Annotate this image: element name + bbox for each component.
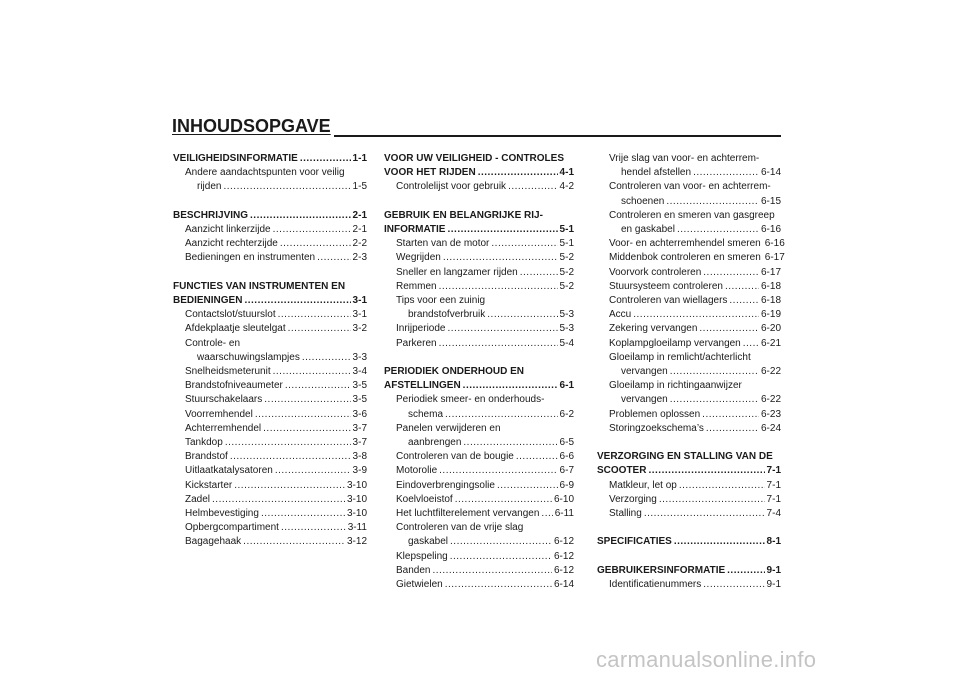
toc-entry-title: Banden: [396, 564, 431, 576]
toc-dot-leader: [693, 166, 759, 180]
toc-spacer: [597, 550, 781, 564]
toc-dot-leader: [243, 535, 345, 549]
toc-entry-title: VOOR HET RIJDEN: [384, 167, 476, 179]
toc-entry[interactable]: [173, 507, 367, 521]
toc-page-number: 6-23: [760, 408, 781, 420]
toc-entry-title: rijden: [197, 181, 222, 193]
toc-entry[interactable]: [597, 237, 785, 251]
toc-entry-title: Zadel: [185, 493, 211, 505]
toc-page-number: 5-1: [559, 238, 574, 250]
toc-entry[interactable]: [597, 195, 781, 209]
toc-entry[interactable]: [173, 180, 367, 194]
toc-page-number: 6-18: [760, 280, 781, 292]
toc-page-number: 9-1: [766, 564, 781, 576]
toc-entry[interactable]: [173, 408, 367, 422]
toc-entry[interactable]: [173, 479, 367, 493]
toc-entry-title: schoenen: [621, 195, 665, 207]
toc-dot-leader: [725, 280, 759, 294]
toc-page-number: 6-6: [559, 451, 574, 463]
toc-page-number: 6-20: [760, 323, 781, 335]
toc-entry[interactable]: [173, 535, 367, 549]
toc-entry-title: Achterremhendel: [185, 422, 262, 434]
toc-dot-leader: [230, 450, 351, 464]
toc-column-2: [384, 152, 574, 592]
toc-entry-heading: Controleren van voor- en achterrem-: [609, 181, 771, 193]
toc-entry-title: Problemen oplossen: [609, 408, 701, 420]
toc-dot-leader: [445, 408, 558, 422]
toc-dot-leader: [244, 294, 350, 308]
toc-page-number: 3-9: [352, 465, 367, 477]
toc-entry-title: Inrijperiode: [396, 323, 446, 335]
toc-dot-leader: [644, 507, 765, 521]
toc-dot-leader: [317, 251, 350, 265]
toc-entry[interactable]: [384, 308, 574, 322]
toc-dot-leader: [497, 479, 558, 493]
toc-entry-title: SCOOTER: [597, 465, 647, 477]
toc-entry-heading: Andere aandachtspunten voor veilig: [185, 167, 345, 179]
toc-dot-leader: [447, 223, 557, 237]
toc-entry[interactable]: [597, 280, 781, 294]
toc-entry-title: Eindoverbrengingsolie: [396, 479, 495, 491]
toc-dot-leader: [699, 322, 759, 336]
toc-page-number: 3-7: [352, 422, 367, 434]
toc-dot-leader: [450, 550, 552, 564]
toc-page-number: 3-10: [346, 479, 367, 491]
toc-page-number: 5-2: [559, 252, 574, 264]
toc-dot-leader: [302, 351, 351, 365]
toc-page-number: 4-1: [559, 167, 574, 179]
toc-page-number: 6-11: [554, 508, 574, 520]
toc-entry-title: GEBRUIKERSINFORMATIE: [597, 564, 726, 576]
toc-dot-leader: [633, 308, 759, 322]
toc-dot-leader: [520, 266, 558, 280]
toc-page-number: 6-12: [553, 564, 574, 576]
page-title: INHOUDSOPGAVE: [172, 116, 331, 136]
toc-entry[interactable]: [173, 436, 367, 450]
toc-page-number: 1-5: [352, 181, 367, 193]
toc-page-number: 2-1: [352, 209, 367, 221]
toc-entry-title: aanbrengen: [408, 437, 462, 449]
toc-page-number: 3-11: [347, 522, 367, 534]
toc-page-number: 3-1: [352, 295, 367, 306]
toc-dot-leader: [703, 266, 759, 280]
toc-page-number: 6-22: [760, 366, 781, 378]
toc-entry-title: Koelvloeistof: [396, 493, 453, 505]
toc-dot-leader: [255, 408, 351, 422]
toc-chapter-heading: FUNCTIES VAN INSTRUMENTEN EN: [173, 280, 346, 292]
toc-page-number: 6-24: [760, 422, 781, 434]
toc-entry-heading: Gloeilamp in remlicht/achterlicht: [609, 351, 751, 363]
toc-entry-title: en gaskabel: [621, 224, 675, 236]
toc-entry[interactable]: [384, 180, 574, 194]
toc-dot-leader: [263, 422, 350, 436]
toc-entry[interactable]: [597, 294, 781, 308]
toc-chapter-entry[interactable]: [384, 166, 574, 180]
toc-dot-leader: [447, 322, 557, 336]
toc-entry-title: Aanzicht linkerzijde: [185, 224, 271, 235]
toc-page-number: 2-3: [352, 252, 367, 264]
toc-page-number: 9-1: [766, 579, 781, 591]
toc-entry-title: Voorvork controleren: [609, 266, 702, 278]
toc-dot-leader: [702, 408, 759, 422]
toc-dot-leader: [264, 393, 350, 407]
toc-page-number: 6-22: [760, 394, 781, 406]
toc-entry[interactable]: [173, 308, 367, 322]
toc-entry[interactable]: [173, 493, 367, 507]
toc-dot-leader: [706, 422, 759, 436]
toc-page-number: 6-17: [764, 252, 785, 264]
toc-chapter-heading: VOOR UW VEILIGHEID - CONTROLES: [384, 153, 565, 164]
toc-page-number: 3-6: [352, 408, 367, 420]
toc-column-3: [597, 152, 785, 592]
toc-dot-leader: [674, 535, 765, 549]
toc-entry-title: Brandstofniveaumeter: [185, 380, 283, 392]
toc-entry[interactable]: [597, 337, 781, 351]
toc-entry[interactable]: [597, 422, 781, 436]
toc-dot-leader: [225, 436, 351, 450]
toc-entry[interactable]: [173, 422, 367, 436]
toc-page-number: 3-4: [352, 366, 367, 378]
toc-dot-leader: [250, 209, 351, 223]
toc-page-number: 6-14: [553, 579, 574, 591]
toc-entry-title: Het luchtfilterelement vervangen: [396, 508, 540, 520]
toc-entry-title: schema: [408, 408, 444, 420]
toc-dot-leader: [463, 436, 557, 450]
toc-dot-leader: [273, 223, 351, 237]
toc-entry[interactable]: [173, 379, 367, 393]
toc-entry-title: SPECIFICATIES: [597, 536, 672, 548]
toc-entry[interactable]: [173, 521, 367, 535]
toc-page-number: 5-4: [559, 337, 574, 349]
toc-entry[interactable]: [384, 564, 574, 578]
toc-entry-title: vervangen: [621, 366, 668, 378]
toc-page-number: 6-7: [559, 465, 574, 477]
toc-entry[interactable]: [597, 322, 781, 336]
toc-page-number: 3-12: [346, 536, 367, 548]
toc-page-number: 7-4: [766, 508, 781, 520]
toc-entry[interactable]: [384, 280, 574, 294]
toc-entry-title: Motorolie: [396, 465, 438, 477]
toc-entry[interactable]: [597, 266, 781, 280]
toc-dot-leader: [659, 493, 765, 507]
toc-dot-leader: [300, 152, 351, 166]
toc-entry-title: VEILIGHEIDSINFORMATIE: [173, 153, 298, 164]
toc-chapter-entry[interactable]: [173, 209, 367, 223]
toc-page-number: 1-1: [352, 153, 367, 164]
toc-entry-heading: Panelen verwijderen en: [396, 422, 501, 434]
toc-entry-title: Accu: [609, 309, 632, 321]
toc-entry-title: Gietwielen: [396, 579, 443, 591]
toc-entry-title: Wegrijden: [396, 252, 441, 264]
toc-spacer: [173, 266, 367, 280]
toc-entry-title: Brandstof: [185, 451, 228, 463]
toc-entry-title: Voor- en achterremhendel smeren: [609, 238, 761, 250]
toc-spacer: [384, 195, 574, 209]
toc-dot-leader: [648, 464, 764, 478]
toc-entry-title: Starten van de motor: [396, 238, 490, 250]
toc-chapter-entry[interactable]: [597, 564, 781, 578]
toc-entry-title: Uitlaatkatalysatoren: [185, 465, 273, 477]
toc-page-number: 7-1: [766, 465, 781, 477]
toc-dot-leader: [234, 479, 345, 493]
toc-dot-leader: [666, 195, 759, 209]
toc-entry-title: Helmbevestiging: [185, 508, 259, 520]
toc-entry[interactable]: [597, 507, 781, 521]
toc-page-number: 6-12: [553, 550, 574, 562]
toc-spacer: [597, 521, 781, 535]
toc-dot-leader: [275, 464, 351, 478]
toc-entry-title: vervangen: [621, 394, 668, 406]
toc-page-number: 2-2: [352, 238, 367, 250]
toc-page-number: 6-17: [760, 266, 781, 278]
toc-dot-leader: [679, 479, 765, 493]
toc-entry[interactable]: [384, 479, 574, 493]
toc-entry-title: hendel afstellen: [621, 167, 692, 179]
toc-page-number: 5-3: [559, 309, 574, 321]
toc-dot-leader: [487, 308, 557, 322]
toc-page-number: 6-10: [553, 493, 574, 505]
toc-entry-heading: Controleren van de vrije slag: [396, 522, 524, 534]
toc-entry-title: Zekering vervangen: [609, 323, 698, 335]
toc-entry[interactable]: [173, 322, 367, 336]
toc-dot-leader: [491, 237, 557, 251]
toc-entry[interactable]: [173, 464, 367, 478]
toc-chapter-heading: PERIODIEK ONDERHOUD EN: [384, 366, 525, 378]
toc-page-number: 6-16: [764, 238, 785, 250]
toc-entry-heading: Vrije slag van voor- en achterrem-: [609, 153, 760, 164]
toc-dot-leader: [463, 379, 558, 393]
toc-page-number: 6-1: [559, 380, 574, 392]
toc-entry[interactable]: [384, 322, 574, 336]
toc-dot-leader: [439, 464, 557, 478]
toc-chapter-entry[interactable]: [384, 379, 574, 393]
toc-entry[interactable]: [384, 535, 574, 549]
toc-entry-title: Stalling: [609, 508, 642, 520]
toc-page-number: 5-1: [559, 224, 574, 235]
toc-entry-title: Klepspeling: [396, 550, 448, 562]
toc-entry[interactable]: [384, 578, 574, 592]
toc-dot-leader: [443, 251, 558, 265]
toc-entry[interactable]: [173, 237, 367, 251]
toc-spacer: [597, 436, 781, 450]
toc-entry-title: Contactslot/stuurslot: [185, 309, 276, 321]
toc-entry-title: brandstofverbruik: [408, 309, 486, 321]
toc-dot-leader: [281, 521, 346, 535]
toc-page-number: 3-7: [352, 437, 367, 449]
toc-entry[interactable]: [384, 337, 574, 351]
toc-page-number: 5-3: [559, 323, 574, 335]
toc-entry-title: BESCHRIJVING: [173, 209, 249, 221]
toc-entry[interactable]: [384, 507, 574, 521]
toc-entry-title: INFORMATIE: [384, 224, 446, 235]
toc-dot-leader: [743, 337, 759, 351]
toc-chapter-heading: VERZORGING EN STALLING VAN DE: [597, 451, 773, 463]
toc-page-number: 6-16: [760, 224, 781, 236]
toc-dot-leader: [677, 223, 759, 237]
toc-entry[interactable]: [384, 550, 574, 564]
toc-entry[interactable]: [173, 251, 367, 265]
toc-page-number: 2-1: [352, 224, 367, 235]
toc-chapter-entry[interactable]: [173, 152, 367, 166]
toc-entry[interactable]: [384, 237, 574, 251]
toc-entry-title: BEDIENINGEN: [173, 295, 243, 306]
toc-entry-title: Verzorging: [609, 493, 657, 505]
toc-dot-leader: [273, 365, 351, 379]
toc-dot-leader: [280, 237, 351, 251]
toc-entry-title: Middenbok controleren en smeren: [609, 252, 761, 264]
toc-dot-leader: [541, 507, 552, 521]
toc-dot-leader: [445, 578, 552, 592]
toc-page-number: 3-3: [352, 351, 367, 363]
toc-dot-leader: [703, 578, 764, 592]
toc-entry[interactable]: [173, 365, 367, 379]
toc-entry-title: waarschuwingslampjes: [197, 351, 300, 363]
toc-dot-leader: [670, 393, 759, 407]
toc-page-number: 7-1: [766, 479, 781, 491]
watermark: carmanualsonline.info: [596, 647, 817, 672]
toc-page-number: 3-8: [352, 451, 367, 463]
toc-entry-title: Kickstarter: [185, 479, 233, 491]
toc-entry[interactable]: [597, 251, 785, 265]
toc-dot-leader: [285, 379, 351, 393]
toc-entry[interactable]: [597, 393, 781, 407]
toc-page-number: 6-19: [760, 309, 781, 321]
toc-entry[interactable]: [173, 223, 367, 237]
toc-entry[interactable]: [597, 365, 781, 379]
toc-entry[interactable]: [384, 408, 574, 422]
toc-column-1: [173, 152, 367, 550]
toc-entry[interactable]: [597, 578, 781, 592]
toc-entry-title: Controleren van de bougie: [396, 451, 514, 463]
toc-chapter-entry[interactable]: [597, 464, 781, 478]
toc-dot-leader: [212, 493, 345, 507]
toc-entry-title: Opbergcompartiment: [185, 522, 279, 534]
toc-page-number: 6-9: [559, 479, 574, 491]
toc-page-number: 6-15: [760, 195, 781, 207]
toc-dot-leader: [223, 180, 350, 194]
toc-entry[interactable]: [173, 450, 367, 464]
toc-entry-heading: Tips voor een zuinig: [396, 295, 486, 307]
toc-entry-title: Tankdop: [185, 437, 223, 449]
toc-entry-title: Afdekplaatje sleutelgat: [185, 323, 286, 335]
toc-entry-title: Controleren van wiellagers: [609, 295, 728, 307]
toc-page-number: 8-1: [766, 536, 781, 548]
toc-chapter-entry[interactable]: [173, 294, 367, 308]
toc-chapter-heading: GEBRUIK EN BELANGRIJKE RIJ-: [384, 209, 543, 221]
toc-entry-title: Controlelijst voor gebruik: [396, 181, 507, 193]
toc-entry-title: Stuurschakelaars: [185, 394, 263, 406]
toc-dot-leader: [261, 507, 345, 521]
toc-entry[interactable]: [597, 493, 781, 507]
toc-entry-title: Identificatienummers: [609, 579, 702, 591]
toc-dot-leader: [516, 450, 558, 464]
toc-page-number: 6-14: [760, 167, 781, 179]
toc-spacer: [173, 195, 367, 209]
toc-entry[interactable]: [597, 408, 781, 422]
toc-entry-heading: Controle- en: [185, 337, 241, 349]
toc-entry-title: Storingzoekschema’s: [609, 422, 704, 434]
toc-page-number: 3-10: [346, 508, 367, 520]
toc-entry-title: Koplampgloeilamp vervangen: [609, 337, 741, 349]
toc-entry[interactable]: [597, 479, 781, 493]
toc-dot-leader: [278, 308, 351, 322]
toc-page-number: 3-2: [352, 323, 367, 335]
toc-dot-leader: [450, 535, 552, 549]
toc-page-number: 3-5: [352, 380, 367, 392]
toc-entry[interactable]: [597, 166, 781, 180]
toc-entry-title: Aanzicht rechterzijde: [185, 238, 278, 250]
toc-page-number: 6-2: [559, 408, 574, 420]
toc-dot-leader: [288, 322, 351, 336]
toc-entry-title: Snelheidsmeterunit: [185, 366, 271, 378]
toc-chapter-entry[interactable]: [597, 535, 781, 549]
title-rule: [334, 135, 781, 137]
toc-entry-title: Parkeren: [396, 337, 437, 349]
toc-dot-leader: [727, 564, 764, 578]
toc-entry[interactable]: [384, 450, 574, 464]
toc-entry[interactable]: [173, 393, 367, 407]
toc-entry[interactable]: [173, 351, 367, 365]
toc-page-number: 3-5: [352, 394, 367, 406]
toc-dot-leader: [478, 166, 558, 180]
toc-page-number: 6-18: [760, 295, 781, 307]
toc-entry-heading: Periodiek smeer- en onderhouds-: [396, 394, 545, 406]
toc-entry-title: Bagagehaak: [185, 536, 242, 548]
toc-page-number: 3-1: [352, 309, 367, 321]
toc-dot-leader: [508, 180, 557, 194]
toc-entry-heading: Gloeilamp in richtingaanwijzer: [609, 380, 742, 392]
toc-entry-title: Remmen: [396, 280, 437, 292]
toc-page-number: 5-2: [559, 280, 574, 292]
toc-page-number: 7-1: [766, 493, 781, 505]
toc-dot-leader: [439, 280, 558, 294]
toc-entry[interactable]: [384, 464, 574, 478]
toc-entry[interactable]: [384, 436, 574, 450]
toc-entry-title: Voorremhendel: [185, 408, 253, 420]
toc-entry[interactable]: [384, 493, 574, 507]
toc-entry-title: gaskabel: [408, 536, 449, 548]
toc-entry-title: Bedieningen en instrumenten: [185, 252, 316, 264]
toc-entry[interactable]: [384, 251, 574, 265]
toc-page-number: 6-12: [553, 536, 574, 548]
toc-spacer: [384, 351, 574, 365]
toc-page-number: 5-2: [559, 266, 574, 278]
toc-page-number: 4-2: [559, 181, 574, 193]
toc-entry-title: AFSTELLINGEN: [384, 380, 461, 392]
toc-entry[interactable]: [597, 223, 781, 237]
toc-entry-title: Stuursysteem controleren: [609, 280, 723, 292]
toc-entry[interactable]: [597, 308, 781, 322]
toc-dot-leader: [439, 337, 558, 351]
toc-page-number: 3-10: [346, 493, 367, 505]
toc-page-number: 6-5: [559, 437, 574, 449]
toc-entry-title: Sneller en langzamer rijden: [396, 266, 518, 278]
toc-dot-leader: [670, 365, 759, 379]
toc-page-number: 6-21: [760, 337, 781, 349]
toc-dot-leader: [729, 294, 759, 308]
toc-entry-title: Matkleur, let op: [609, 479, 677, 491]
toc-entry-heading: Controleren en smeren van gasgreep: [609, 209, 775, 221]
toc-dot-leader: [455, 493, 552, 507]
toc-chapter-entry[interactable]: [384, 223, 574, 237]
toc-dot-leader: [432, 564, 552, 578]
toc-entry[interactable]: [384, 266, 574, 280]
